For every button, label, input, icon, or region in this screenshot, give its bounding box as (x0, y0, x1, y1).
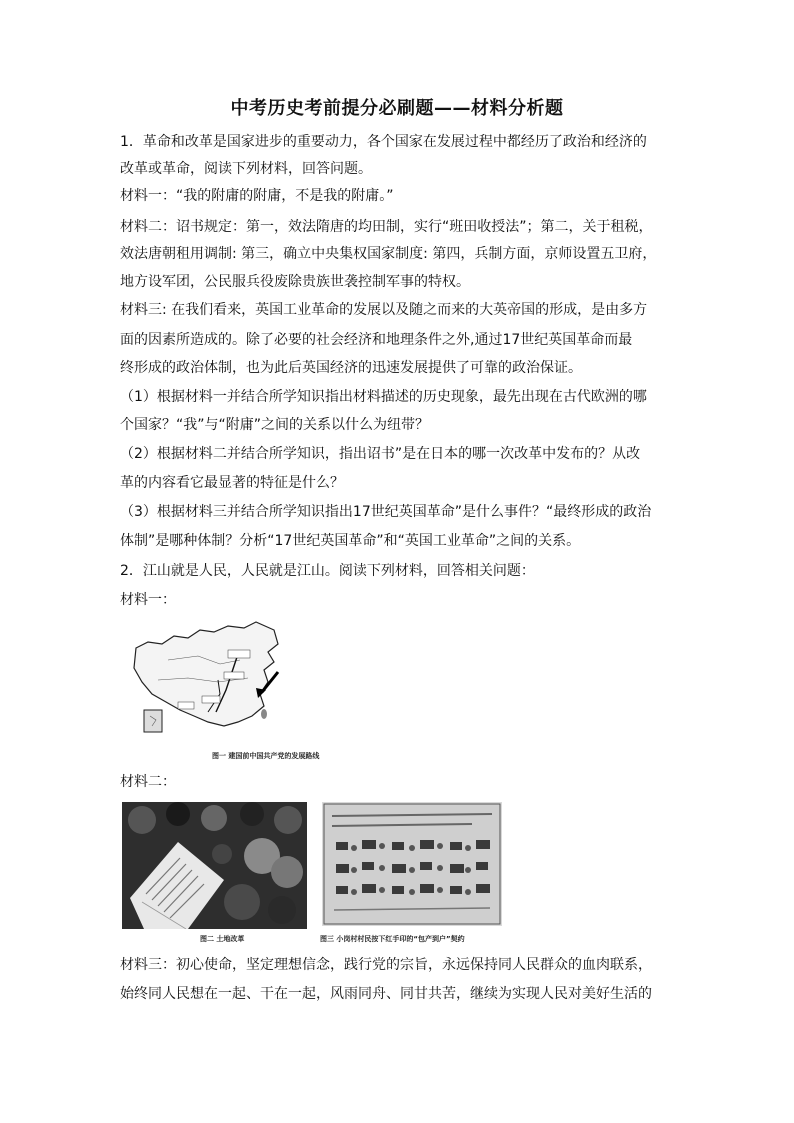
text-line: 改革或革命，阅读下列材料，回答问题。 (120, 161, 372, 177)
text-line: 材料三：初心使命，坚定理想信念，践行党的宗旨，永远保持同人民群众的血肉联系， (120, 957, 652, 973)
figure-caption-1: 图一 建国前中国共产党的发展路线 (212, 752, 320, 760)
text-line: 面的因素所造成的。除了必要的社会经济和地理条件之外,通过17世纪英国革命而最 (120, 332, 633, 348)
china-map-figure (128, 620, 288, 742)
page-title: 中考历史考前提分必刷题——材料分析题 (230, 98, 564, 119)
text-line: 材料二： (120, 774, 176, 790)
text-line: 1．革命和改革是国家进步的重要动力，各个国家在发展过程中都经历了政治和经济的 (120, 134, 647, 150)
text-line: 效法唐朝租用调制: 第三，确立中央集权国家制度: 第四，兵制方面，京师设置五卫府， (120, 246, 657, 262)
text-line: 材料一：“我的附庸的附庸，不是我的附庸。” (120, 188, 394, 204)
text-line: 材料一： (120, 592, 176, 608)
text-line: 材料三: 在我们看来，英国工业革命的发展以及随之而来的大英帝国的形成，是由多方 (120, 302, 648, 318)
figure-caption-3: 图三 小岗村村民按下红手印的“包产到户”契约 (320, 935, 465, 943)
text-line: 体制”是哪种体制？分析“17世纪英国革命”和“英国工业革命”之间的关系。 (120, 533, 581, 549)
text-line: 地方设军团，公民服兵役废除贵族世袭控制军事的特权。 (120, 274, 470, 290)
text-line: 始终同人民想在一起、干在一起，风雨同舟、同甘共苦，继续为实现人民对美好生活的 (120, 986, 652, 1002)
text-line: 材料二：诏书规定：第一，效法隋唐的均田制，实行“班田收授法”；第二，关于租税， (120, 219, 653, 235)
xiaogang-contract-photo (322, 802, 502, 926)
text-line: 终形成的政治体制，也为此后英国经济的迅速发展提供了可靠的政治保证。 (120, 360, 582, 376)
text-line: 个国家？“我”与“附庸”之间的关系以什么为纽带？ (120, 417, 430, 433)
figure-caption-2: 图二 土地改革 (200, 935, 245, 943)
text-line: （2）根据材料二并结合所学知识，指出诏书”是在日本的哪一次改革中发布的？从改 (120, 446, 641, 462)
text-line: （3）根据材料三并结合所学知识指出17世纪英国革命”是什么事件？“最终形成的政治 (120, 504, 652, 520)
text-line: 革的内容看它最显著的特征是什么？ (120, 475, 344, 491)
text-line: （1）根据材料一并结合所学知识指出材料描述的历史现象，最先出现在古代欧洲的哪 (120, 389, 647, 405)
text-line: 2．江山就是人民，人民就是江山。阅读下列材料，回答相关问题： (120, 563, 535, 579)
land-reform-photo (122, 802, 307, 929)
